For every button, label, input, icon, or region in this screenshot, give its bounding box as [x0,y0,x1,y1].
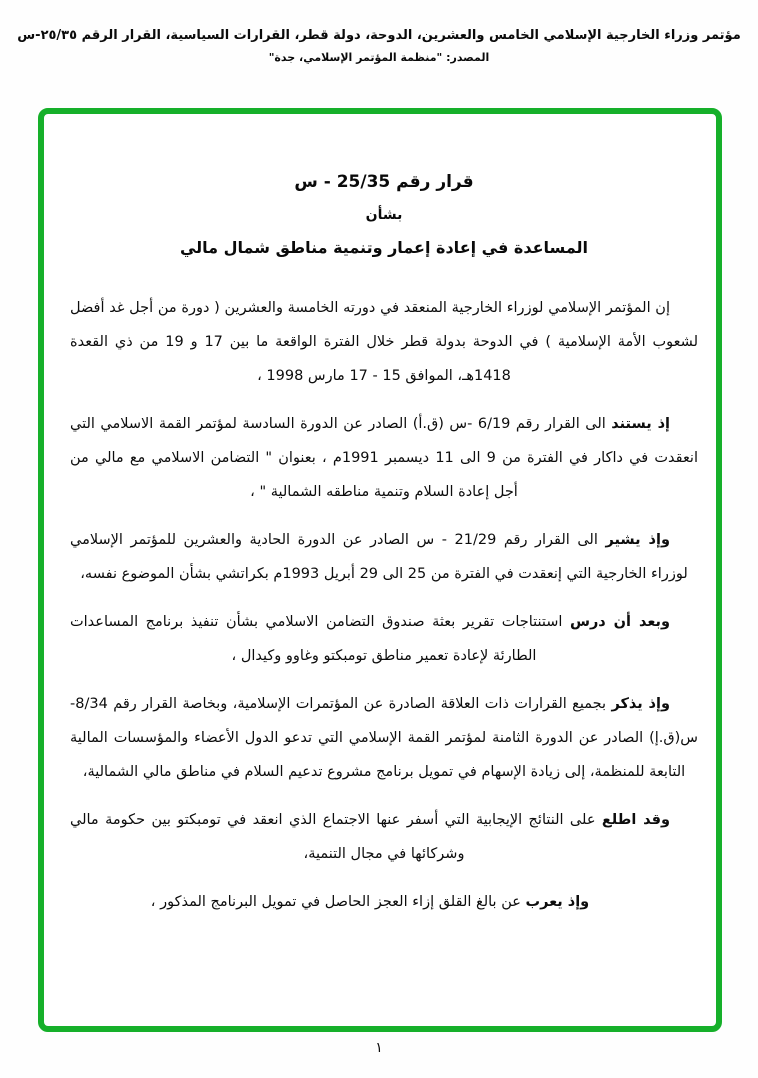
header-conference-line: مؤتمر وزراء الخارجية الإسلامي الخامس والعشرين، الدوحة، دولة قطر، القرارات السياسية، القرار الرقم ٢٥/٣٥-س [17,28,741,43]
paragraph-text: الى القرار رقم 6/19 -س (ق.أ) الصادر عن الدورة السادسة لمؤتمر القمة الاسلامي التي انعقدت في داكار في الفترة من 9 الى 11 ديسمبر 1991م ، بعنوان " التضامن الاسلامي مع مالي من أجل إعادة السلام وتنمية مناطقه الشمالية " ، [70,416,698,500]
page-number: ١ [375,1040,383,1056]
decision-subject-title: المساعدة في إعادة إعمار وتنمية مناطق شمال مالي [179,238,589,257]
document-header [0,28,758,64]
preamble-paragraph [70,803,698,871]
preamble-paragraph [70,291,698,393]
paragraph-text: استنتاجات تقرير بعثة صندوق التضامن الاسلامي بشأن تنفيذ برنامج المساعدات الطارئة لإعادة تعمير مناطق تومبكتو وغاوو وكيدال ، [70,614,570,664]
paragraph-lead: وقد اطلع [601,812,670,828]
paragraph-text: إن المؤتمر الإسلامي لوزراء الخارجية المنعقد في دورته الخامسة والعشرين ( دورة من أجل غد أفضل لشعوب الأمة الإسلامية ) في الدوحة بدولة قطر خلال الفترة الواقعة ما بين 17 و 19 من ذي القعدة 1418هـ، الموافق 15 - 17 مارس 1998 ، [70,300,698,384]
paragraph-lead: وإذ يعرب [525,894,590,910]
decision-border-frame [38,108,722,1032]
preamble-paragraph [70,407,698,509]
decision-title-block [70,172,698,257]
paragraph-text: على النتائج الإيجابية التي أسفر عنها الاجتماع الذي انعقد في تومبكتو بين حكومة مالي وشركائها في مجال التنمية، [70,812,602,862]
paragraph-lead: وبعد أن درس [569,614,670,630]
paragraph-lead: وإذ يشير [605,532,670,548]
preamble-paragraph [70,605,698,673]
decision-content [50,120,710,1020]
paragraph-text: بجميع القرارات ذات العلاقة الصادرة عن المؤتمرات الإسلامية، وبخاصة القرار رقم 8/34-س(ق.إ) الصادر عن الدورة الثامنة لمؤتمر القمة الإسلامي التي تدعو الدول الأعضاء والمؤسسات المالية التابعة للمنظمة، إلى زيادة الإسهام في تمويل برنامج مشروع تدعيم السلام في مناطق مالي الشمالية، [70,696,698,780]
preamble-paragraph [70,523,698,591]
decision-body [70,291,698,919]
decision-regarding-label: بشأن [365,207,403,223]
paragraph-lead: وإذ يذكر [611,696,670,712]
preamble-paragraph [70,885,698,919]
paragraph-lead: إذ يستند [611,416,670,432]
decision-number-title: قرار رقم 25/35 - س [294,172,474,192]
header-source-line: المصدر: "منظمة المؤتمر الإسلامي، جدة" [268,51,490,64]
preamble-paragraph [70,687,698,789]
paragraph-text: عن بالغ القلق إزاء العجز الحاصل في تمويل البرنامج المذكور ، [150,894,526,910]
paragraph-text: الى القرار رقم 21/29 - س الصادر عن الدورة الحادية والعشرين للمؤتمر الإسلامي لوزراء الخارجية التي إنعقدت في الفترة من 25 الى 29 أبريل 1993م بكراتشي بشأن الموضوع نفسه، [70,532,688,582]
